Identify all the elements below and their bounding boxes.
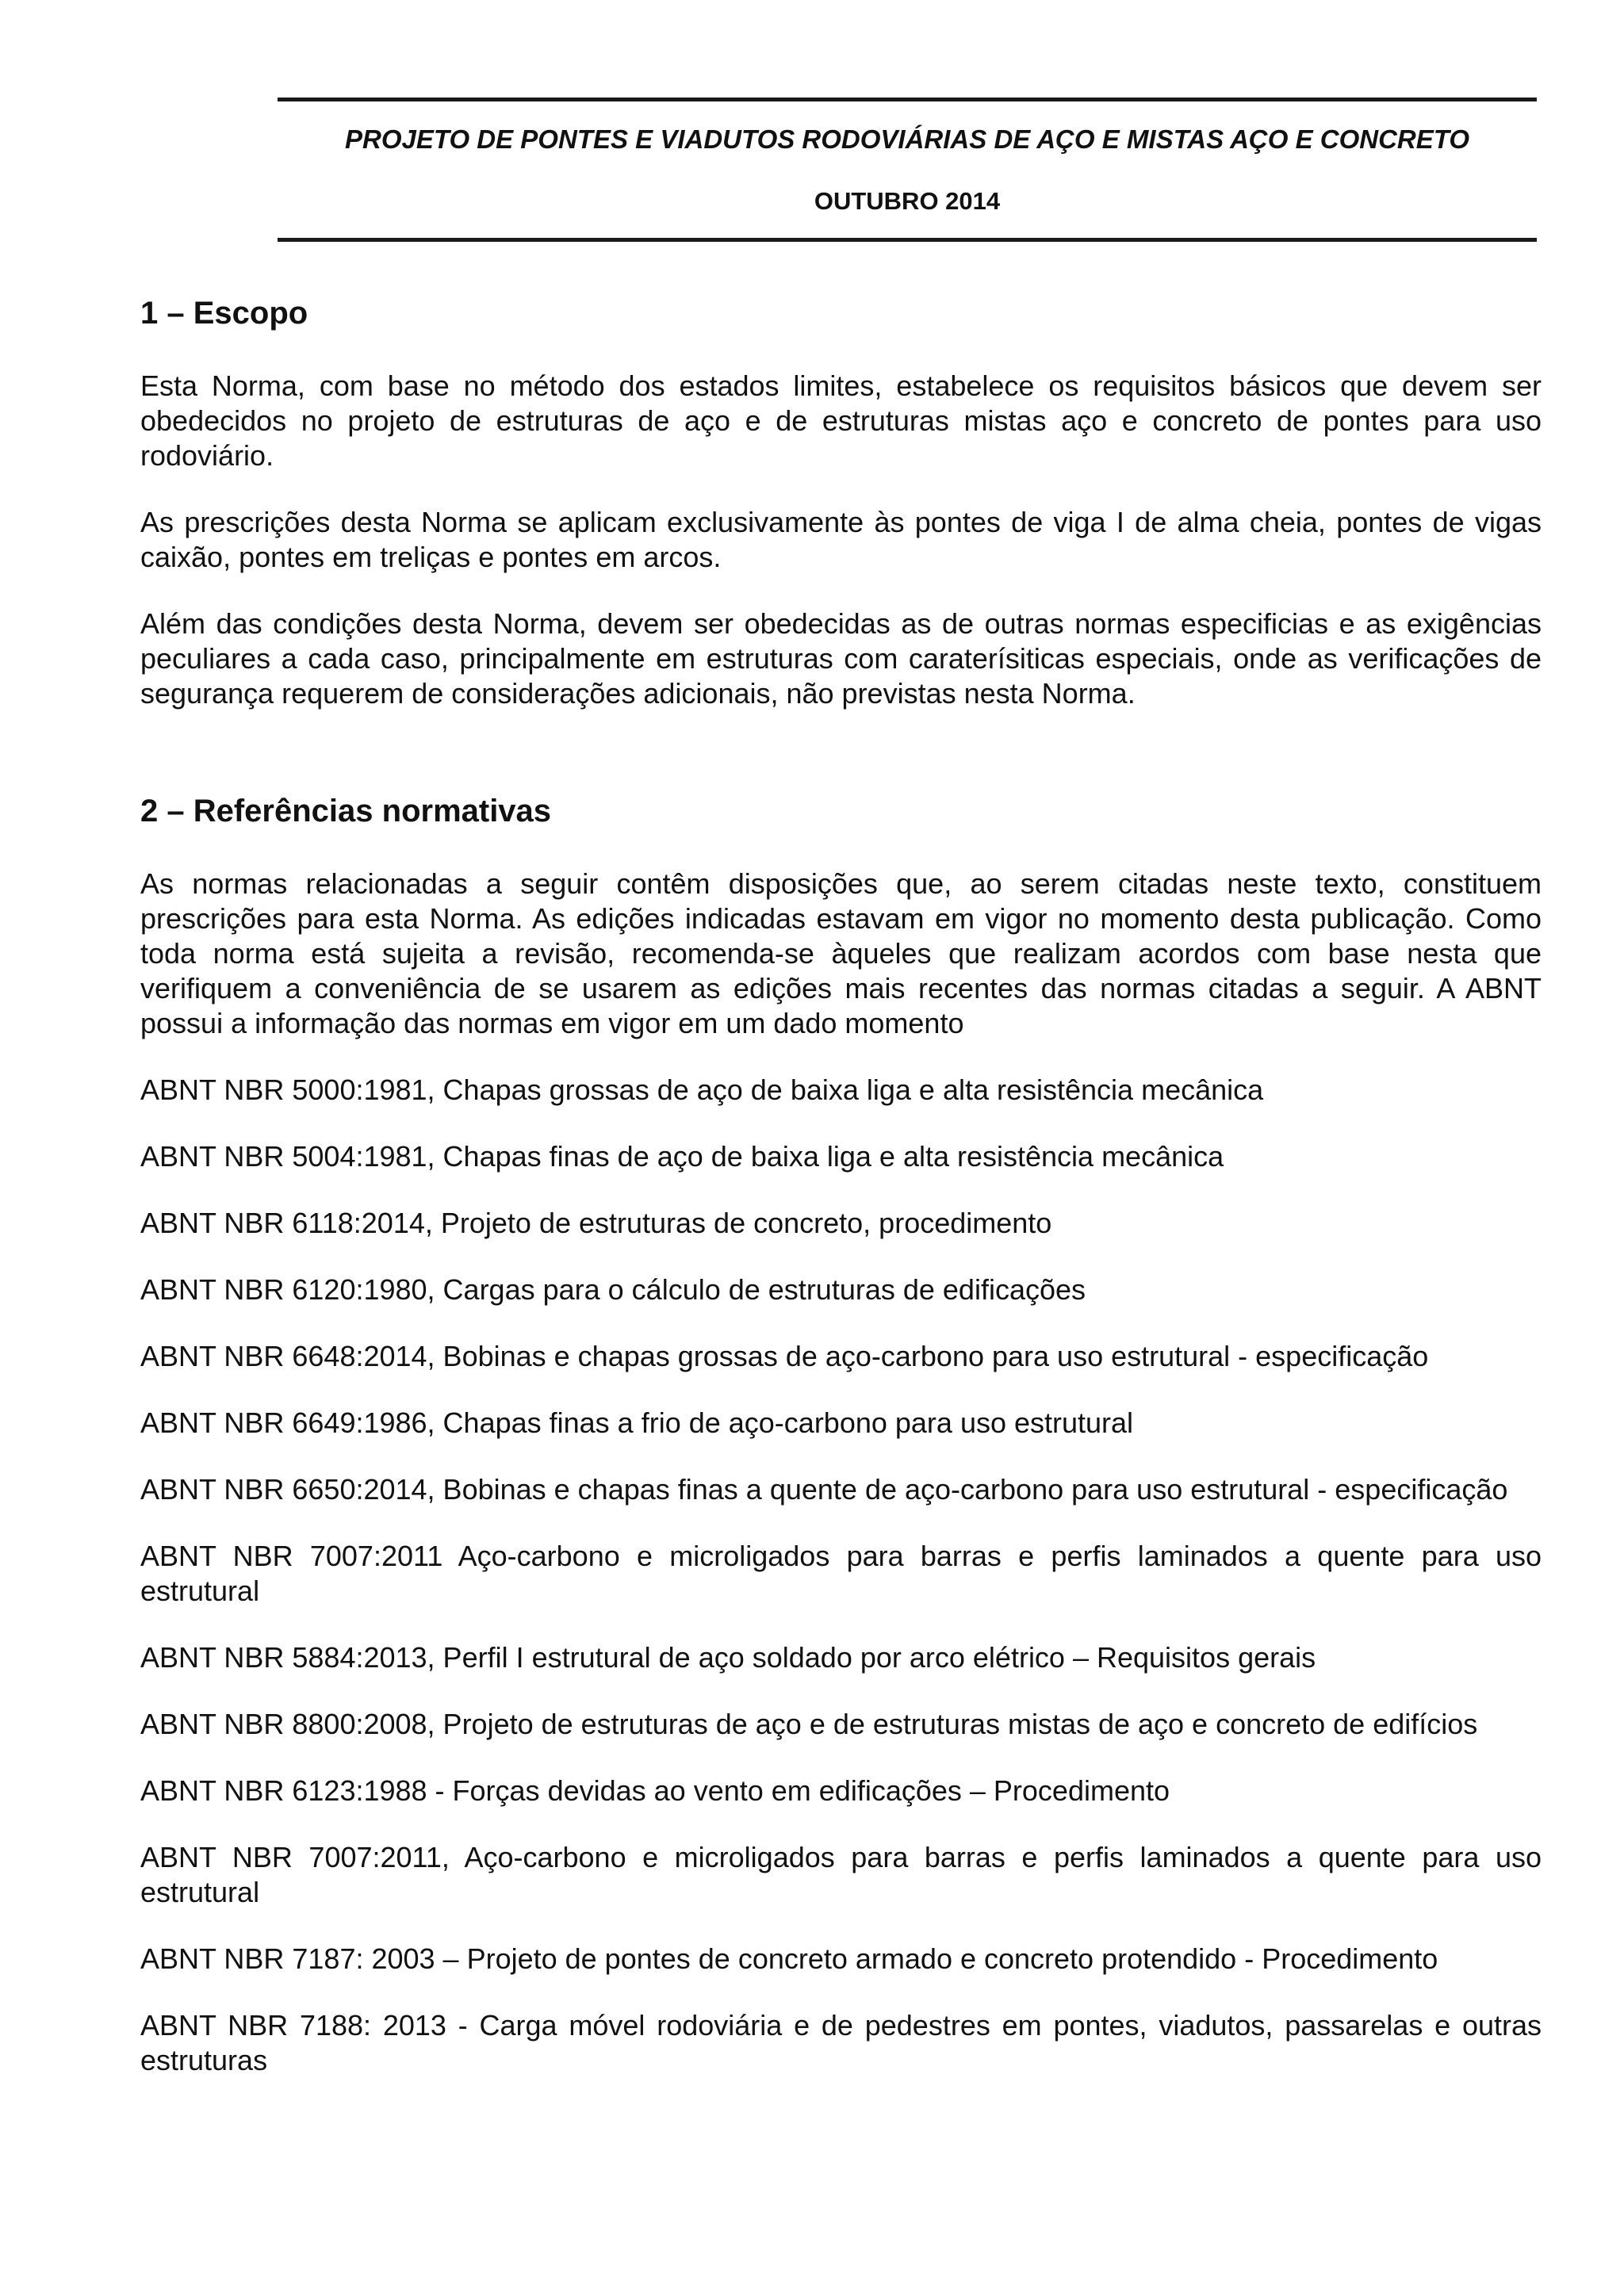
header-top-rule [278, 98, 1537, 101]
escopo-paragraph: As prescrições desta Norma se aplicam exclusivamente às pontes de viga I de alma cheia, pontes de vigas caixão, pontes em treliças e pontes em arcos. [140, 506, 1542, 573]
section-title-escopo: 1 – Escopo [140, 296, 308, 331]
reference-item: ABNT NBR 7007:2011 Aço-carbono e microligados para barras e perfis laminados a quente para uso estrutural [140, 1540, 1542, 1607]
reference-item: ABNT NBR 6650:2014, Bobinas e chapas finas a quente de aço-carbono para uso estrutural - especificação [140, 1473, 1508, 1506]
section-referencias [140, 787, 1542, 2078]
reference-item: ABNT NBR 6120:1980, Cargas para o cálculo de estruturas de edificações [140, 1273, 1086, 1306]
reference-item: ABNT NBR 7188: 2013 - Carga móvel rodoviária e de pedestres em pontes, viadutos, passarelas e outras estruturas [140, 2009, 1542, 2076]
reference-item: ABNT NBR 5004:1981, Chapas finas de aço de baixa liga e alta resistência mecânica [140, 1140, 1224, 1173]
reference-item: ABNT NBR 5000:1981, Chapas grossas de aço de baixa liga e alta resistência mecânica [140, 1073, 1264, 1106]
reference-item: ABNT NBR 6648:2014, Bobinas e chapas grossas de aço-carbono para uso estrutural - especificação [140, 1340, 1429, 1372]
document-body [140, 289, 1542, 2110]
section-escopo [140, 289, 1542, 711]
referencias-intro: As normas relacionadas a seguir contêm disposições que, ao serem citadas neste texto, constituem prescrições para esta Norma. As edições indicadas estavam em vigor no momento desta publicação. Como toda norma está sujeita a revisão, recomenda-se àqueles que realizam acordos com base nesta que verifiquem a conveniência de se usarem as edições mais recentes das normas citadas a seguir. A ABNT possui a informação das normas em vigor em um dado momento [140, 867, 1542, 1039]
reference-item: ABNT NBR 7187: 2003 – Projeto de pontes de concreto armado e concreto protendido - Procedimento [140, 1942, 1438, 1975]
document-date: OUTUBRO 2014 [814, 187, 1001, 215]
escopo-paragraph: Esta Norma, com base no método dos estados limites, estabelece os requisitos básicos que devem ser obedecidos no projeto de estruturas de aço e de estruturas mistas aço e concreto de pontes para uso rodoviário. [140, 369, 1542, 472]
reference-item: ABNT NBR 6118:2014, Projeto de estruturas de concreto, procedimento [140, 1207, 1052, 1239]
reference-item: ABNT NBR 7007:2011, Aço-carbono e microligados para barras e perfis laminados a quente para uso estrutural [140, 1841, 1542, 1908]
section-title-referencias: 2 – Referências normativas [140, 794, 552, 828]
document-title: PROJETO DE PONTES E VIADUTOS RODOVIÁRIAS DE AÇO E MISTAS AÇO E CONCRETO [345, 124, 1469, 154]
header-bottom-rule [278, 238, 1537, 242]
reference-item: ABNT NBR 5884:2013, Perfil I estrutural de aço soldado por arco elétrico – Requisitos gerais [140, 1641, 1316, 1674]
reference-item: ABNT NBR 8800:2008, Projeto de estruturas de aço e de estruturas mistas de aço e concreto de edifícios [140, 1708, 1478, 1740]
reference-item: ABNT NBR 6649:1986, Chapas finas a frio de aço-carbono para uso estrutural [140, 1406, 1134, 1439]
escopo-paragraph: Além das condições desta Norma, devem ser obedecidas as de outras normas especificias e as exigências peculiares a cada caso, principalmente em estruturas com caraterísiticas especiais, onde as verificações de segurança requerem de considerações adicionais, não previstas nesta Norma. [140, 607, 1542, 710]
reference-item: ABNT NBR 6123:1988 - Forças devidas ao vento em edificações – Procedimento [140, 1774, 1170, 1807]
document-header [278, 98, 1537, 242]
